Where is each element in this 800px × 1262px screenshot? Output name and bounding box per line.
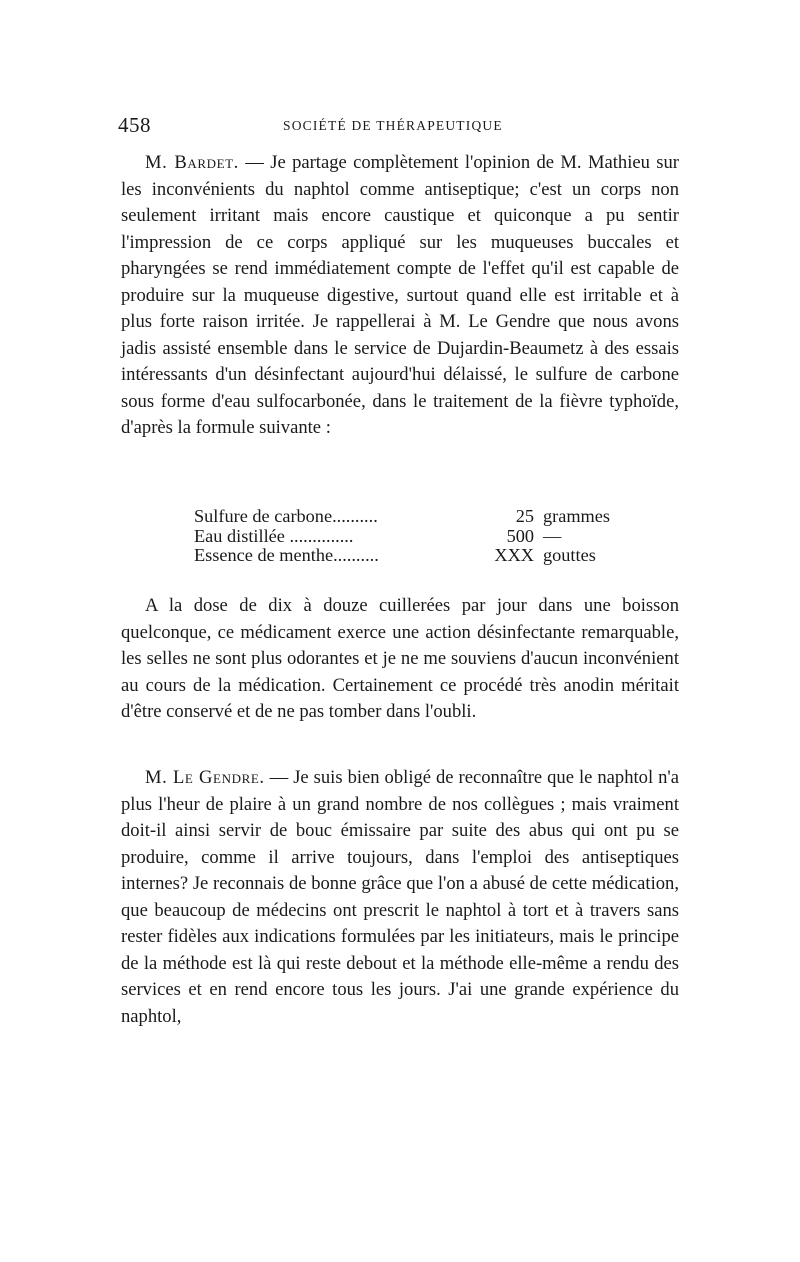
- formula-ingredient: Sulfure de carbone..........: [194, 507, 378, 526]
- formula-ingredient: Essence de menthe..........: [194, 546, 379, 565]
- formula-quantity: 25: [515, 506, 534, 526]
- formula-row: [194, 546, 610, 566]
- page-number: 458: [118, 113, 151, 137]
- formula-quantity: XXX: [494, 545, 534, 565]
- formula-unit: gouttes: [543, 545, 596, 565]
- formula-unit: —: [543, 525, 562, 546]
- paragraph-dosage: A la dose de dix à douze cuillerées par jour dans une boisson quelconque, ce médicament exerce une action désinfectante remarquable, les selles ne sont plus odorantes et je ne me souviens d'aucun inconvénient au cours de la médication. Certainement ce procédé très anodin méritait d'être conservé et de ne pas tomber dans l'oubli.: [121, 595, 679, 722]
- paragraph-le-gendre-text: — Je suis bien obligé de reconnaître que le naphtol n'a plus l'heur de plaire à un grand nombre de nos collègues ; mais vraiment doit-il ainsi servir de bouc émissaire par suite des abus qui ont pu se produire, comme il arrive toujours, dans l'emploi des antiseptiques internes? Je reconnais de bonne grâce que l'on a abusé de cette médication, que beaucoup de médecins ont prescrit le naphtol à tort et à travers sans rester fidèles aux indications formulées par les initiateurs, mais le principe de la méthode est là qui reste debout et la méthode elle-même a rendu des services et en rend encore tous les jours. J'ai une grande expérience du naphtol,: [121, 767, 679, 1027]
- formula-ingredient: Eau distillée ..............: [194, 526, 354, 546]
- speaker-le-gendre: M. Le Gendre.: [145, 767, 265, 788]
- paragraph-le-gendre: [121, 765, 679, 1030]
- speaker-bardet: M. Bardet.: [145, 152, 239, 173]
- formula-unit: grammes: [543, 506, 611, 526]
- formula-quantity: 500: [506, 525, 534, 546]
- paragraph-bardet: [121, 150, 679, 442]
- formula-row: [194, 527, 610, 547]
- formula-row: [194, 507, 610, 527]
- running-head: SOCIÉTÉ DE THÉRAPEUTIQUE: [283, 118, 503, 133]
- formula-table: [194, 507, 610, 566]
- paragraph-bardet-text: — Je partage complètement l'opinion de M. Mathieu sur les inconvénients du naphtol comme antiseptique; c'est un corps non seulement irritant mais encore caustique et quiconque a pu sentir l'impression de ce corps appliqué sur les muqueuses buccales et pharyngées se rend immédiatement compte de l'effet qu'il est capable de produire sur la muqueuse digestive, surtout quand elle est irritable et à plus forte raison irritée. Je rappellerai à M. Le Gendre que nous avons jadis assisté ensemble dans le service de Dujardin-Beaumetz à des essais intéressants d'un désinfectant aujourd'hui délaissé, le sulfure de carbone sous forme d'eau sulfocarbonée, dans le traitement de la fièvre typhoïde, d'après la formule suivante :: [121, 152, 679, 438]
